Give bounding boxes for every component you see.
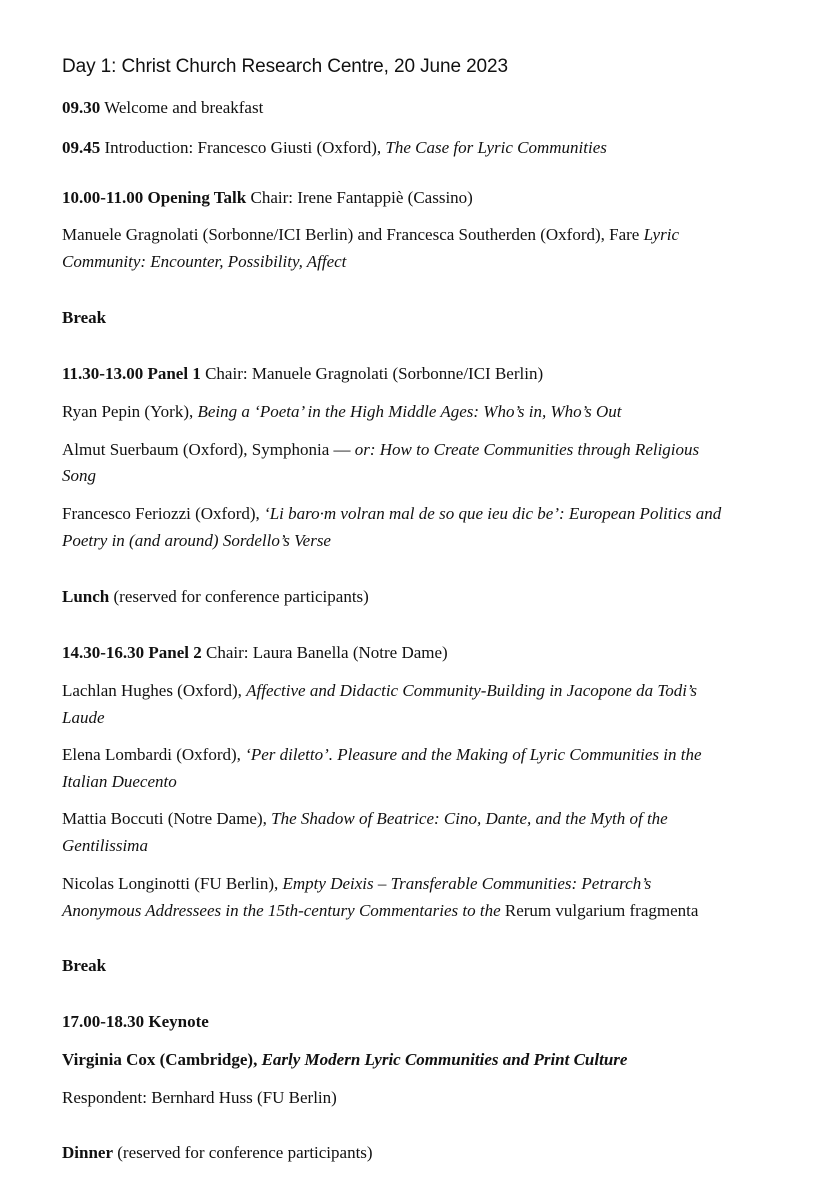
talk-title-part: Anonymous Addressees in the 15th-century Commentaries to the	[62, 901, 505, 920]
panel-1-talk-2-line1	[62, 440, 699, 460]
opening-talk-line2	[62, 252, 346, 272]
item-text: Introduction: Francesco Giusti (Oxford),	[100, 138, 386, 157]
panel-2-talk-3-line2	[62, 836, 148, 856]
welcome-item	[62, 98, 263, 118]
talk-speaker: Ryan Pepin (York),	[62, 402, 198, 421]
keynote-speaker: Virginia Cox (Cambridge),	[62, 1050, 262, 1069]
session-time: 10.00-11.00 Opening Talk	[62, 188, 247, 207]
dinner-item	[62, 1143, 373, 1163]
talk-speaker: Francesco Feriozzi (Oxford),	[62, 504, 265, 523]
keynote-heading: 17.00-18.30 Keynote	[62, 1012, 209, 1031]
respondent-line: Respondent: Bernhard Huss (FU Berlin)	[62, 1088, 337, 1107]
keynote-title: Early Modern Lyric Communities and Print Culture	[261, 1050, 628, 1069]
talk-title-part: Poetry in (and around) Sordello’s Verse	[62, 531, 331, 550]
talk-speaker: Lachlan Hughes (Oxford),	[62, 681, 247, 700]
talk-title-part: or: How to Create Communities through Religious	[354, 440, 700, 459]
panel-2-talk-2-line1	[62, 745, 702, 765]
panel-2-heading	[62, 643, 448, 663]
dinner-label: Dinner	[62, 1143, 113, 1162]
talk-title-part: Italian Duecento	[62, 772, 177, 791]
talk-title-part: Community: Encounter, Possibility, Affect	[62, 252, 347, 271]
opening-talk-line1	[62, 225, 679, 245]
panel-2-talk-2-line2	[62, 772, 177, 792]
item-text: Welcome and breakfast	[100, 98, 264, 117]
item-time: 09.30	[62, 98, 101, 117]
panel-2-talk-1-line1	[62, 681, 697, 701]
session-time: 14.30-16.30 Panel 2	[62, 643, 202, 662]
session-time: 11.30-13.00 Panel 1	[62, 364, 201, 383]
panel-2-talk-3-line1	[62, 809, 668, 829]
lunch-note: (reserved for conference participants)	[109, 587, 369, 606]
panel-1-talk-3-line2	[62, 531, 331, 551]
day-title: Day 1: Christ Church Research Centre, 20 June 2023	[62, 56, 508, 77]
panel-1-talk-1	[62, 402, 622, 422]
panel-2-talk-4-line2	[62, 901, 698, 921]
introduction-item	[62, 138, 607, 158]
opening-talk-heading	[62, 188, 473, 208]
talk-title-part: Laude	[62, 708, 105, 727]
talk-title-part: ‘Per diletto’. Pleasure and the Making of Lyric Communities in the	[245, 745, 702, 764]
talk-title-part: Song	[62, 466, 96, 485]
talk-title-part: Empty Deixis – Transferable Communities: Petrarch’s	[282, 874, 652, 893]
lunch-item	[62, 587, 369, 607]
talk-title-part: ‘Li baro·m volran mal de so que ieu dic be’: European Politics and	[264, 504, 722, 523]
talk-title-part: Lyric	[643, 225, 679, 244]
talk-speaker: Almut Suerbaum (Oxford), Symphonia —	[62, 440, 355, 459]
lunch-label: Lunch	[62, 587, 110, 606]
panel-2-talk-1-line2	[62, 708, 105, 728]
item-time: 09.45	[62, 138, 101, 157]
panel-1-talk-3-line1	[62, 504, 721, 524]
panel-1-heading	[62, 364, 543, 384]
talk-speaker: Elena Lombardi (Oxford),	[62, 745, 246, 764]
break-label: Break	[62, 956, 107, 975]
talk-title-part: The Shadow of Beatrice: Cino, Dante, and the Myth of the	[271, 809, 668, 828]
keynote-talk	[62, 1050, 627, 1070]
talk-title: Being a ‘Poeta’ in the High Middle Ages: Who’s in, Who’s Out	[197, 402, 622, 421]
talk-title-part: Affective and Didactic Community-Building in Jacopone da Todi’s	[246, 681, 698, 700]
work-title: Rerum vulgarium fragmenta	[504, 901, 699, 920]
talk-speaker: Nicolas Longinotti (FU Berlin),	[62, 874, 283, 893]
session-chair: Chair: Laura Banella (Notre Dame)	[201, 643, 448, 662]
talk-speaker: Mattia Boccuti (Notre Dame),	[62, 809, 272, 828]
panel-1-talk-2-line2	[62, 466, 96, 486]
session-chair: Chair: Manuele Gragnolati (Sorbonne/ICI Berlin)	[200, 364, 544, 383]
break-label: Break	[62, 308, 107, 327]
dinner-note: (reserved for conference participants)	[113, 1143, 373, 1162]
session-chair: Chair: Irene Fantappiè (Cassino)	[246, 188, 473, 207]
talk-speakers: Manuele Gragnolati (Sorbonne/ICI Berlin) and Francesca Southerden (Oxford), Fare	[62, 225, 644, 244]
talk-title: The Case for Lyric Communities	[385, 138, 607, 157]
panel-2-talk-4-line1	[62, 874, 651, 894]
talk-title-part: Gentilissima	[62, 836, 148, 855]
